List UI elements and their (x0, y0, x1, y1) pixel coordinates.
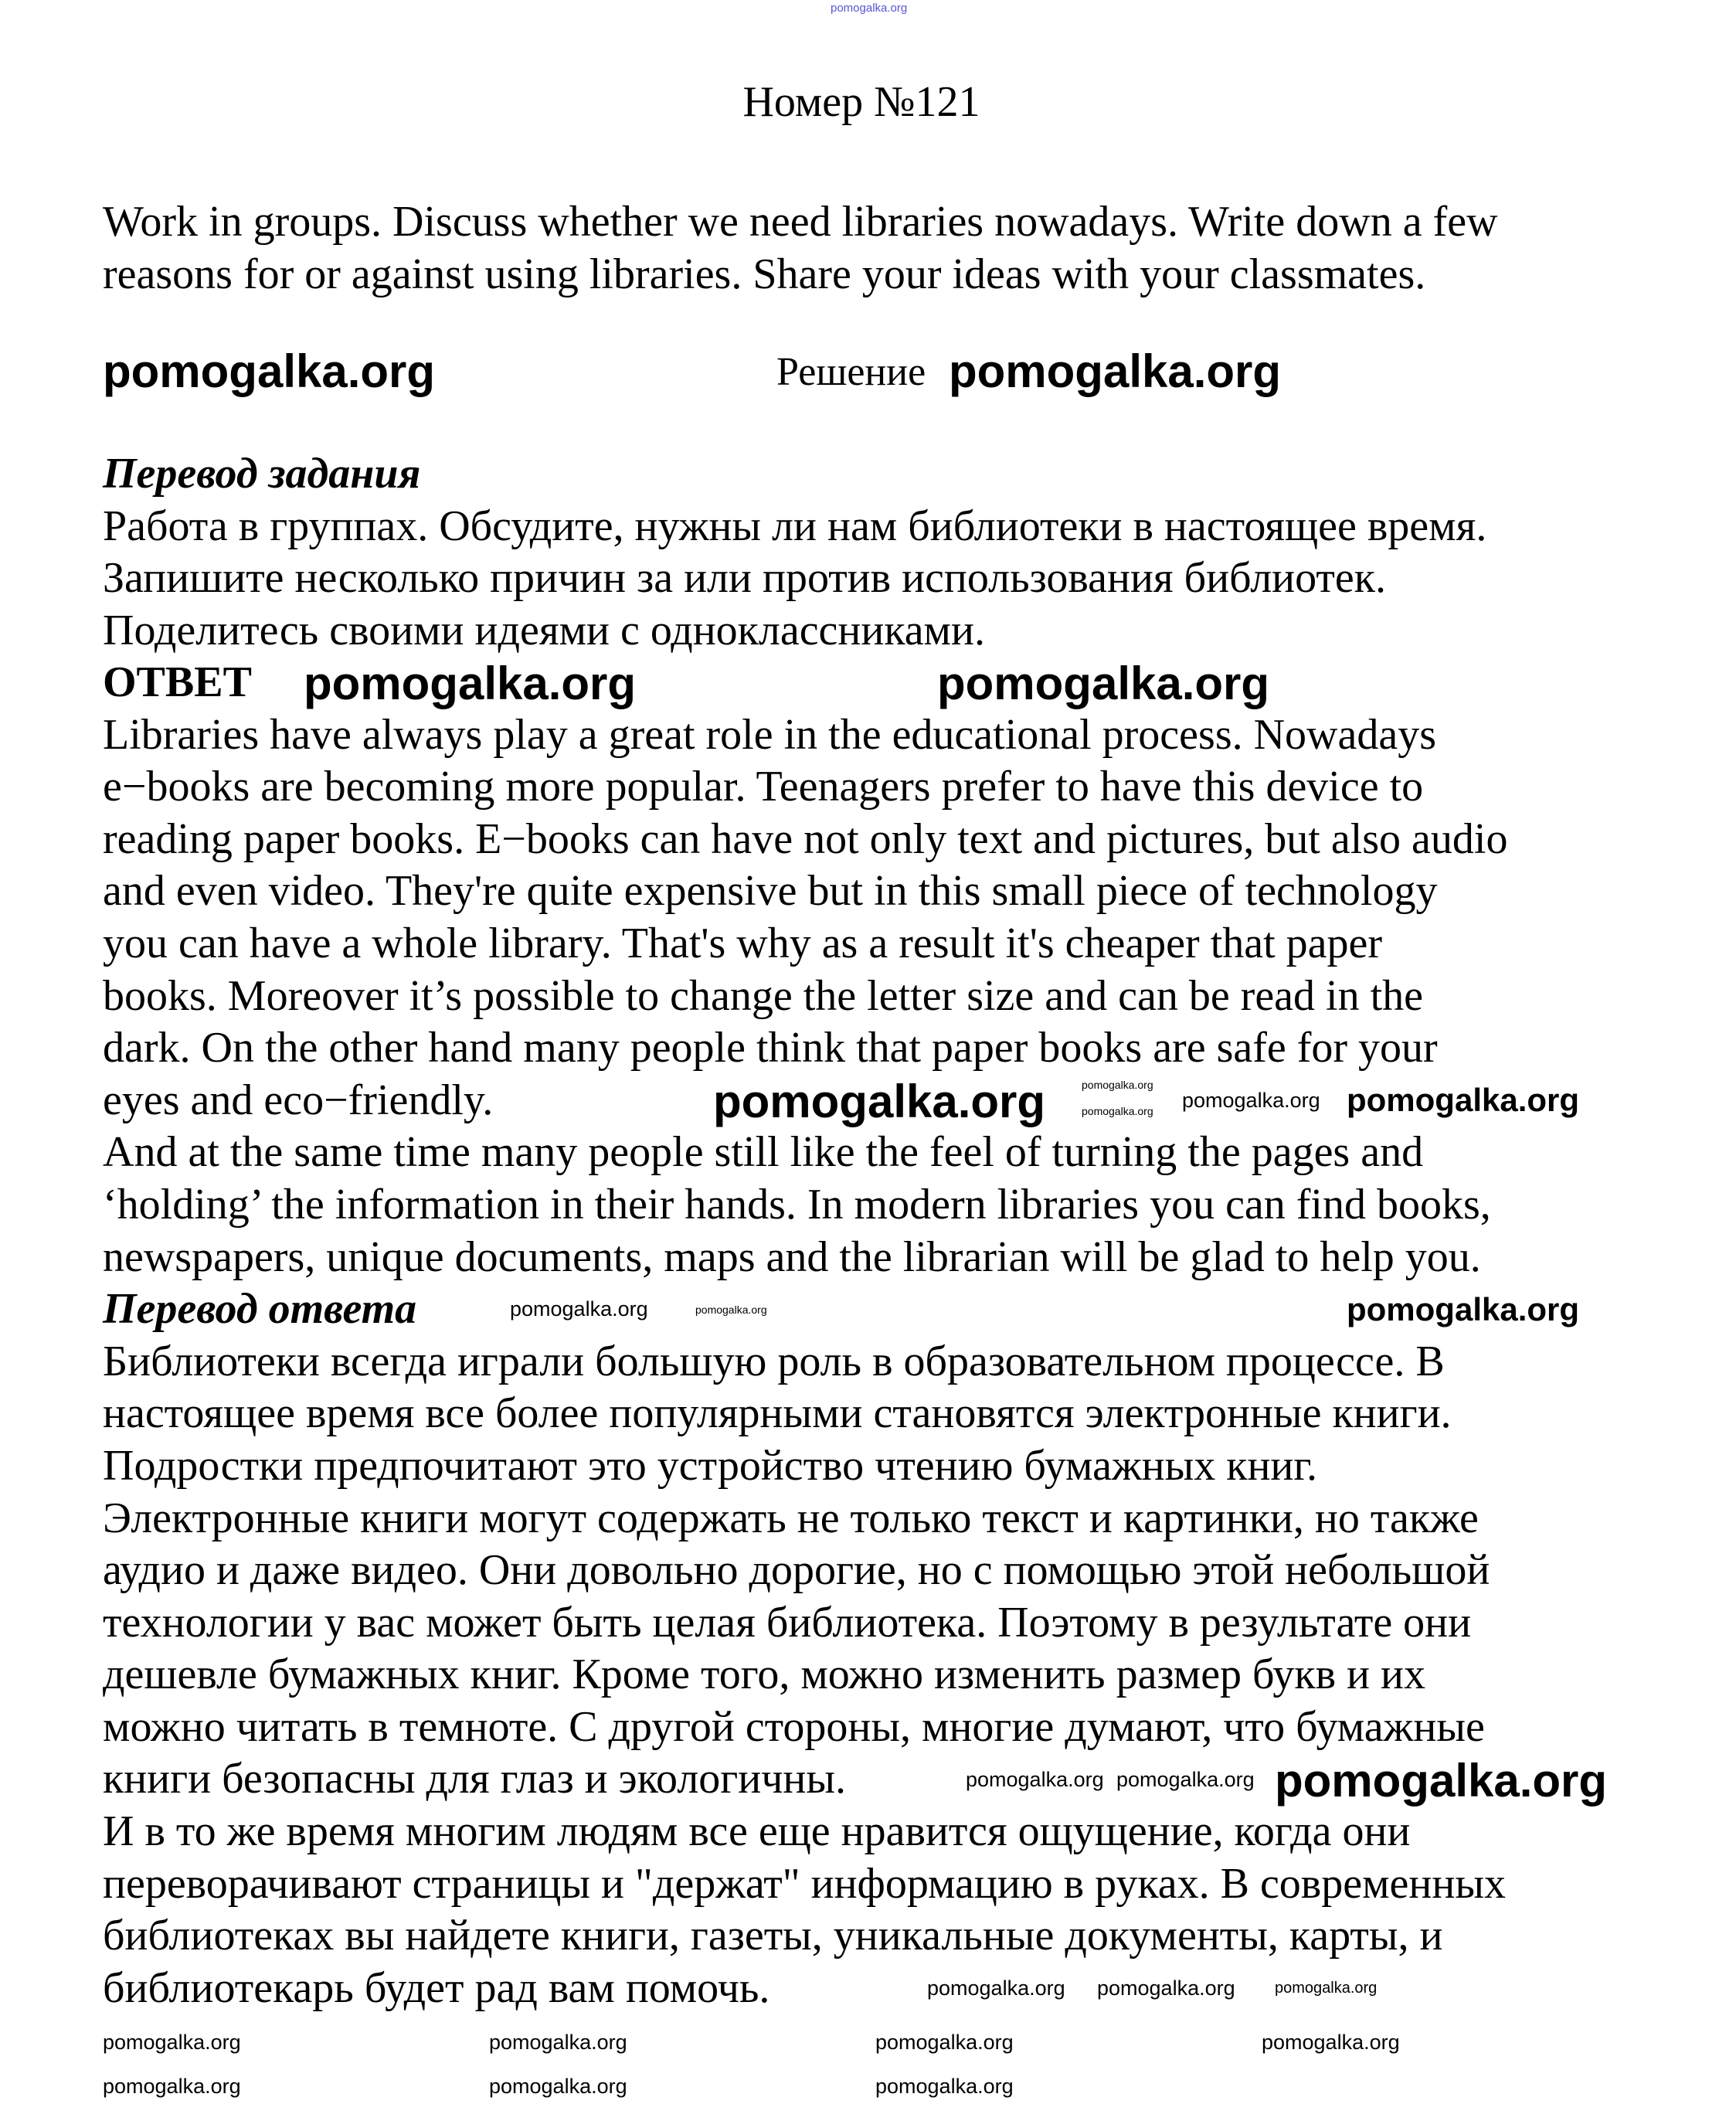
answer-translation-line: Библиотеки всегда играли большую роль в образовательном процессе. В (103, 1337, 1445, 1385)
watermark: pomogalka.org (949, 345, 1282, 397)
watermark: pomogalka.org (489, 2075, 627, 2098)
task-translation-line: Поделитесь своими идеями с одноклассниками. (103, 606, 985, 654)
watermark: pomogalka.org (713, 1076, 1046, 1127)
watermark: pomogalka.org (927, 1977, 1065, 2000)
answer-translation-line: настоящее время все более популярными становятся электронные книги. (103, 1389, 1452, 1438)
answer-line: reading paper books. E−books can have not only text and pictures, but also audio (103, 814, 1508, 863)
answer-translation-line: И в то же время многим людям все еще нравится ощущение, когда они (103, 1807, 1411, 1856)
watermark: pomogalka.org (103, 2075, 241, 2098)
watermark: pomogalka.org (103, 345, 436, 397)
watermark: pomogalka.org (1082, 1079, 1153, 1091)
task-translation-line: Запишите несколько причин за или против использования библиотек. (103, 554, 1386, 603)
watermark: pomogalka.org (966, 1768, 1104, 1791)
answer-translation-line: библиотекарь будет рад вам помочь. (103, 1963, 770, 2012)
answer-translation-line: Электронные книги могут содержать не только текст и картинки, но также (103, 1494, 1479, 1542)
task-line: Work in groups. Discuss whether we need libraries nowadays. Write down a few (103, 198, 1498, 246)
watermark: pomogalka.org (1116, 1768, 1255, 1791)
watermark: pomogalka.org (1082, 1105, 1153, 1117)
watermark: pomogalka.org (937, 658, 1270, 709)
watermark: pomogalka.org (875, 2075, 1014, 2098)
page-title: Номер №121 (742, 78, 980, 126)
watermark: pomogalka.org (1097, 1977, 1235, 2000)
answer-translation-line: аудио и даже видео. Они довольно дорогие, но с помощью этой небольшой (103, 1546, 1490, 1595)
watermark: pomogalka.org (695, 1304, 767, 1316)
answer-translation-line: Подростки предпочитают это устройство чтению бумажных книг. (103, 1441, 1318, 1490)
answer-line: Libraries have always play a great role in the educational process. Nowadays (103, 710, 1436, 759)
answer-line: eyes and eco−friendly. (103, 1076, 494, 1124)
answer (103, 657, 1507, 2014)
solution-label: Решение (776, 350, 926, 394)
task-translation (103, 448, 1486, 657)
watermark: pomogalka.org (1182, 1089, 1320, 1112)
watermark: pomogalka.org (304, 658, 637, 709)
task-translation-line: Работа в группах. Обсудите, нужны ли нам библиотеки в настоящее время. (103, 501, 1487, 550)
watermark: pomogalka.org (489, 2031, 627, 2054)
answer-translation-line: можно читать в темноте. С другой стороны, многие думают, что бумажные (103, 1702, 1485, 1751)
answer-translation-line: книги безопасны для глаз и экологичны. (103, 1755, 846, 1803)
task-translation-heading: Перевод задания (103, 450, 421, 498)
watermark: pomogalka.org (1262, 2031, 1400, 2054)
answer-line: ‘holding’ the information in their hands. In modern libraries you can find books, (103, 1180, 1491, 1229)
answer-heading: ОТВЕТ (103, 658, 252, 706)
answer-line: e−books are becoming more popular. Teenagers prefer to have this device to (103, 763, 1424, 811)
watermark: pomogalka.org (1347, 1082, 1580, 1118)
watermark: pomogalka.org (831, 2, 908, 15)
watermark: pomogalka.org (510, 1297, 648, 1321)
watermark: pomogalka.org (1275, 1755, 1608, 1807)
answer-translation-line: технологии у вас может быть целая библиотека. Поэтому в результате они (103, 1598, 1472, 1647)
answer-line: books. Moreover it’s possible to change the letter size and can be read in the (103, 971, 1424, 1020)
answer-line: and even video. They're quite expensive but in this small piece of technology (103, 867, 1438, 916)
answer-line: And at the same time many people still like the feel of turning the pages and (103, 1128, 1424, 1177)
task-line: reasons for or against using libraries. Share your ideas with your classmates. (103, 250, 1426, 298)
watermark: pomogalka.org (1347, 1291, 1580, 1327)
watermark: pomogalka.org (103, 2031, 241, 2054)
task-text (103, 196, 1498, 301)
answer-translation-line: библиотеках вы найдете книги, газеты, уникальные документы, карты, и (103, 1912, 1443, 1960)
answer-line: dark. On the other hand many people think that paper books are safe for your (103, 1024, 1438, 1072)
answer-line: newspapers, unique documents, maps and the librarian will be glad to help you. (103, 1232, 1481, 1281)
answer-line: you can have a whole library. That's why as a result it's cheaper that paper (103, 919, 1383, 967)
answer-translation-heading: Перевод ответа (103, 1285, 417, 1334)
watermark: pomogalka.org (1275, 1980, 1378, 1997)
answer-translation-line: дешевле бумажных книг. Кроме того, можно изменить размер букв и их (103, 1650, 1425, 1699)
answer-translation-line: переворачивают страницы и "держат" информацию в руках. В современных (103, 1859, 1506, 1908)
watermark: pomogalka.org (875, 2031, 1014, 2054)
